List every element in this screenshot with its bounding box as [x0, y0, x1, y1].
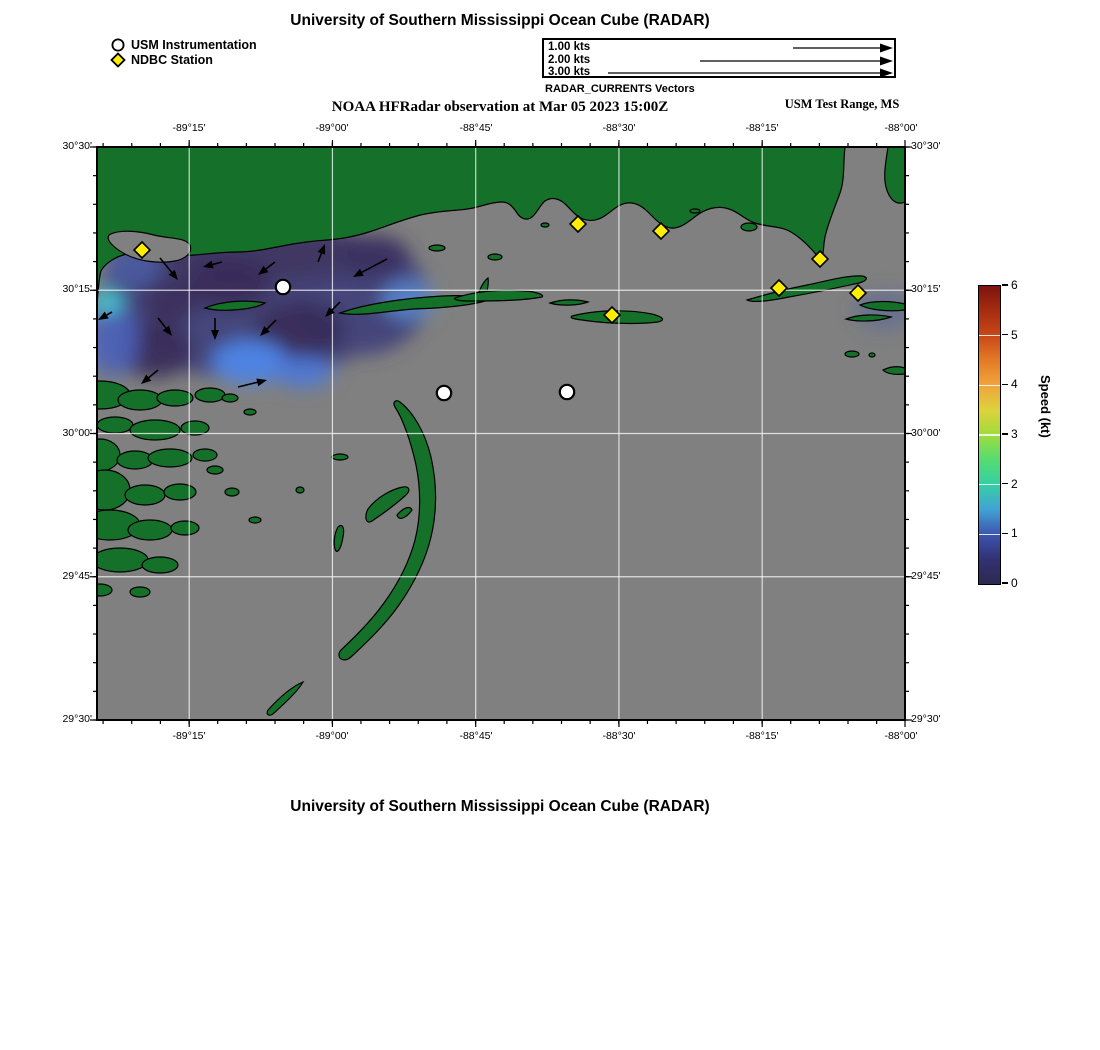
marker-legend	[110, 37, 257, 67]
colorbar-tick	[1002, 433, 1008, 435]
y-tick-label: 30°00'	[911, 427, 941, 439]
colorbar-tick	[1002, 284, 1008, 286]
legend-ndbc-label: NDBC Station	[131, 52, 213, 67]
colorbar-tick	[1002, 533, 1008, 535]
colorbar-division-line	[979, 434, 1000, 436]
y-tick-label: 29°30'	[62, 713, 92, 725]
y-tick-label: 29°45'	[911, 570, 941, 582]
colorbar-tick-label: 1	[1011, 526, 1018, 541]
vector-scale-arrows	[544, 40, 894, 76]
y-tick-label: 30°15'	[62, 283, 92, 295]
colorbar-tick	[1002, 582, 1008, 584]
x-tick-label: -88°00'	[884, 122, 918, 134]
usm-instrument-marker	[437, 386, 451, 400]
figure-bottom-title: University of Southern Mississippi Ocean Cube (RADAR)	[290, 798, 710, 815]
range-label: USM Test Range, MS	[784, 97, 900, 111]
figure-title: University of Southern Mississippi Ocean Cube (RADAR)	[290, 12, 710, 29]
x-tick-label: -88°30'	[602, 730, 636, 742]
vector-scale-1kt-label: 1.00 kts	[548, 41, 591, 53]
colorbar-division-line	[979, 335, 1000, 337]
y-tick-label: 29°30'	[911, 713, 941, 725]
y-tick-label: 30°00'	[62, 427, 92, 439]
colorbar-tick-label: 0	[1011, 576, 1018, 590]
vector-scale-2kt-label: 2.00 kts	[548, 53, 591, 66]
vector-scale-3kt-label: 3.00 kts	[548, 66, 591, 78]
colorbar-tick-label: 3	[1011, 427, 1018, 441]
x-tick-label: -88°00'	[884, 730, 918, 742]
colorbar-division-line	[979, 385, 1000, 387]
colorbar-division-line	[979, 534, 1000, 536]
usm-instrument-marker	[560, 385, 574, 399]
legend-usm-label: USM Instrumentation	[131, 37, 257, 52]
vector-scale-caption: RADAR_CURRENTS Vectors	[545, 83, 695, 95]
x-tick-label: -88°15'	[745, 122, 779, 134]
colorbar-tick	[1002, 384, 1008, 386]
legend-item-usm	[110, 37, 257, 52]
x-tick-label: -89°00'	[315, 122, 349, 134]
x-tick-label: -88°45'	[459, 730, 493, 742]
x-tick-label: -89°15'	[172, 730, 206, 742]
colorbar-tick	[1002, 483, 1008, 485]
colorbar-gradient	[978, 285, 1001, 585]
x-tick-label: -88°45'	[459, 122, 493, 134]
colorbar-tick-label: 2	[1011, 476, 1018, 491]
colorbar-division-line	[979, 484, 1000, 486]
ndbc-diamond-icon	[110, 52, 127, 68]
colorbar-tick-label: 5	[1011, 327, 1018, 342]
colorbar-tick-label: 4	[1011, 377, 1018, 392]
y-tick-label: 30°30'	[911, 140, 941, 152]
colorbar-tick	[1002, 334, 1008, 336]
usm-circle-icon	[110, 37, 127, 53]
colorbar-title: Speed (kt)	[1038, 375, 1053, 438]
y-tick-label: 29°45'	[62, 570, 92, 582]
y-tick-label: 30°15'	[911, 283, 941, 295]
colorbar-tick-label: 6	[1011, 278, 1018, 292]
observation-subtitle: NOAA HFRadar observation at Mar 05 2023 15:00Z	[331, 99, 669, 115]
x-tick-label: -89°00'	[315, 730, 349, 742]
x-tick-label: -89°15'	[172, 122, 206, 134]
y-tick-label: 30°30'	[62, 140, 92, 152]
usm-instrument-marker	[276, 280, 290, 294]
vector-scale-box	[542, 38, 896, 78]
legend-item-ndbc	[110, 52, 257, 67]
x-tick-label: -88°15'	[745, 730, 779, 742]
map-canvas	[87, 137, 915, 730]
x-tick-label: -88°30'	[602, 122, 636, 134]
